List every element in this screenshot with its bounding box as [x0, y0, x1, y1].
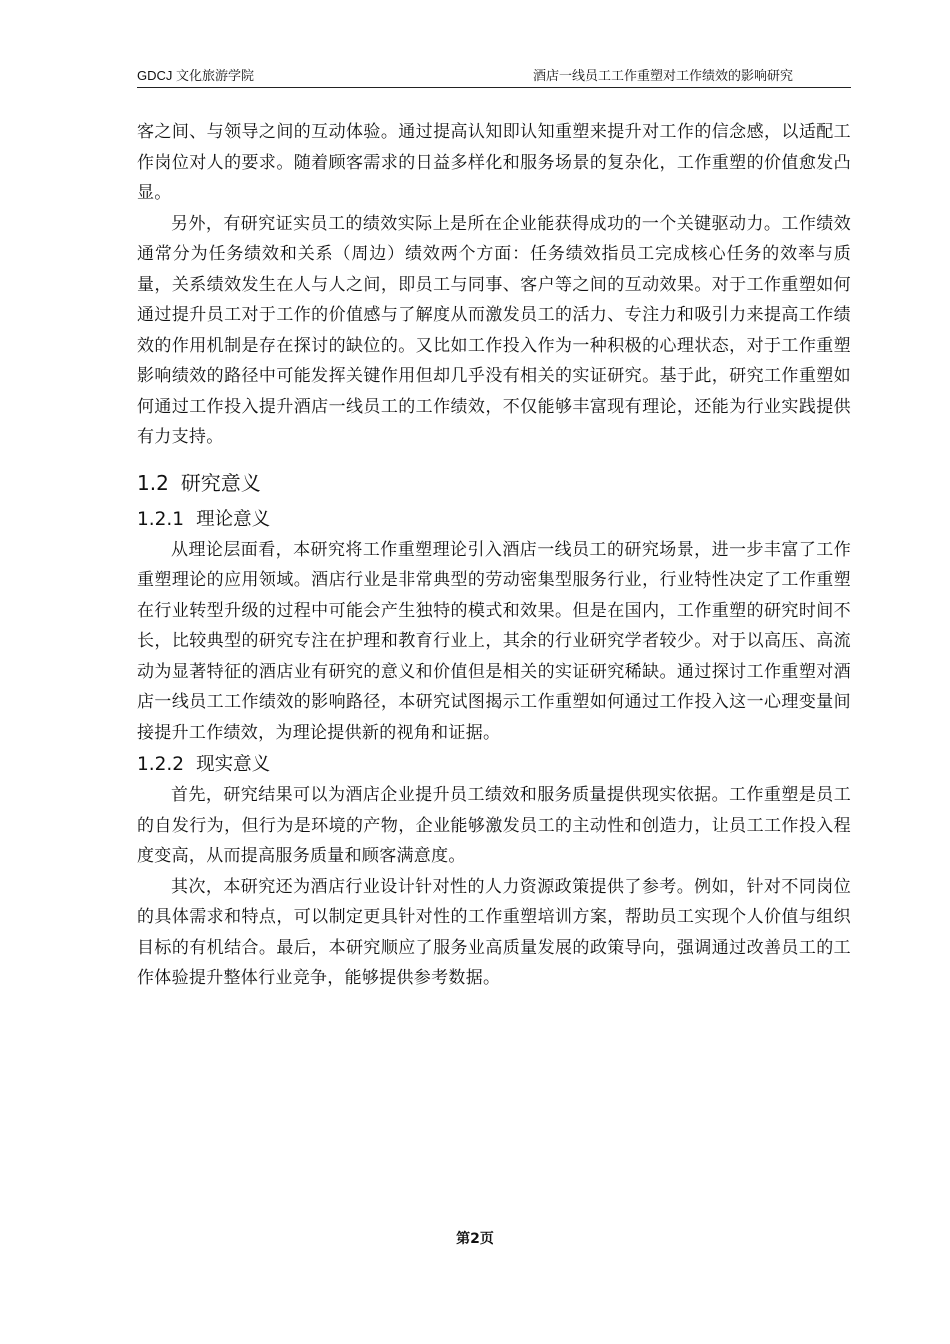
subsection-number: 1.2.2 [137, 754, 185, 775]
section-number: 1.2 [137, 470, 169, 495]
body-paragraph: 从理论层面看，本研究将工作重塑理论引入酒店一线员工的研究场景，进一步丰富了工作重塑理论的应用领域。酒店行业是非常典型的劳动密集型服务行业，行业特性决定了工作重塑在行业转型升级的过程中可能会产生独特的模式和效果。但是在国内，工作重塑的研究时间不长，比较典型的研究专注在护理和教育行业上，其余的行业研究学者较少。对于以高压、高流动为显著特征的酒店业有研究的意义和价值但是相关的实证研究稀缺。通过探讨工作重塑对酒店一线员工工作绩效的影响路径，本研究试图揭示工作重塑如何通过工作投入这一心理变量间接提升工作绩效，为理论提供新的视角和证据。 [137, 539, 851, 743]
header-paper-title: 酒店一线员工工作重塑对工作绩效的影响研究 [532, 68, 793, 83]
subsection-heading [137, 750, 851, 780]
section-title: 研究意义 [180, 470, 261, 495]
page-body [137, 117, 851, 994]
header-institution: GDCJ 文化旅游学院 [137, 68, 255, 83]
subsection-heading [137, 505, 851, 535]
section-heading [137, 465, 851, 501]
body-paragraph: 首先，研究结果可以为酒店企业提升员工绩效和服务质量提供现实依据。工作重塑是员工的自发行为，但行为是环境的产物，企业能够激发员工的主动性和创造力，让员工工作投入程度变高，从而提高服务质量和顾客满意度。 [137, 785, 851, 866]
subsection-title: 理论意义 [196, 508, 271, 530]
body-paragraph: 其次，本研究还为酒店行业设计针对性的人力资源政策提供了参考。例如，针对不同岗位的具体需求和特点，可以制定更具针对性的工作重塑培训方案，帮助员工实现个人价值与组织目标的有机结合。最后，本研究顺应了服务业高质量发展的政策导向，强调通过改善员工的工作体验提升整体行业竞争，能够提供参考数据。 [137, 876, 851, 988]
body-paragraph: 客之间、与领导之间的互动体验。通过提高认知即认知重塑来提升对工作的信念感，以适配工作岗位对人的要求。随着顾客需求的日益多样化和服务场景的复杂化，工作重塑的价值愈发凸显。 [137, 122, 851, 203]
page-number: 第2页 [456, 1231, 494, 1247]
subsection-title: 现实意义 [196, 754, 271, 775]
subsection-number: 1.2.1 [137, 508, 185, 530]
page-header [137, 65, 851, 88]
body-paragraph: 另外，有研究证实员工的绩效实际上是所在企业能获得成功的一个关键驱动力。工作绩效通常分为任务绩效和关系（周边）绩效两个方面：任务绩效指员工完成核心任务的效率与质量，关系绩效发生在人与人之间，即员工与同事、客户等之间的互动效果。对于工作重塑如何通过提升员工对于工作的价值感与了解度从而激发员工的活力、专注力和吸引力来提高工作绩效的作用机制是存在探讨的缺位的。又比如工作投入作为一种积极的心理状态，对于工作重塑影响绩效的路径中可能发挥关键作用但却几乎没有相关的实证研究。基于此，研究工作重塑如何通过工作投入提升酒店一线员工的工作绩效，不仅能够丰富现有理论，还能为行业实践提供有力支持。 [137, 213, 851, 447]
